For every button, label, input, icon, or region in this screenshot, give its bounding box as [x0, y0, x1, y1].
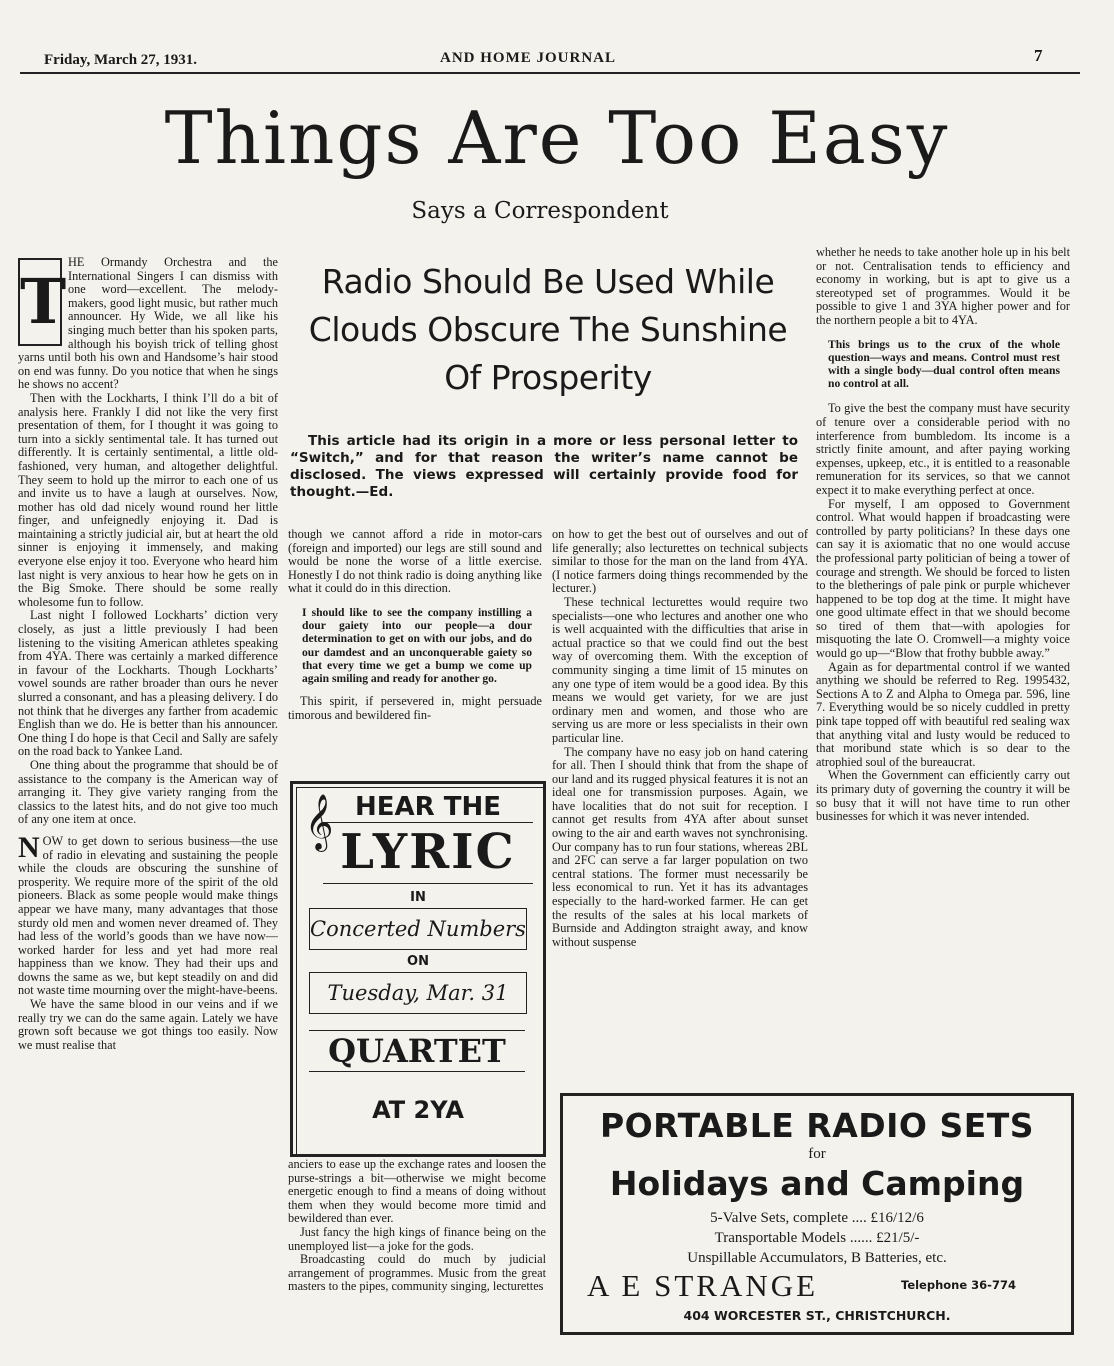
- col1-paragraph-4: One thing about the programme that should be of assistance to the company is the American way of arranging it. They give variety ranging from the classics to the latest hits, and do not give too much of any one item at once.: [18, 757, 278, 827]
- headline-line-2: Clouds Obscure The Sunshine: [308, 310, 788, 349]
- col2-paragraph-3: anciers to ease up the exchange rates and loosen the purse-strings a bit—otherwise we might become energetic enough to find a means of doing without them when they would become more timid and bewildered than ever.: [288, 1158, 546, 1226]
- ad-quartet: QUARTET: [309, 1030, 525, 1072]
- col2-pull-quote: I should like to see the company instilling a dour gaiety into our people—a dour determination to get on with our jobs, and do our damdest and an unconquerable gaiety so that every time we get a bump we come up again smiling and ready for another go.: [302, 605, 532, 685]
- radio-ad-telephone: Telephone 36-774: [901, 1278, 1016, 1292]
- journal-name: AND HOME JOURNAL: [440, 50, 616, 66]
- col2-paragraph-2: This spirit, if persevered in, might persuade timorous and bewildered fin-: [288, 694, 542, 722]
- col4-paragraph-5: When the Government can efficiently carry out its primary duty of governing the country it will be so busy that it will not have time to run other businesses for which it was never intended.: [816, 768, 1070, 824]
- ad-at-2ya: AT 2YA: [372, 1096, 464, 1124]
- column-2-top: [288, 528, 542, 783]
- col1-paragraph-6: We have the same blood in our veins and if we really try we can do the same again. Lately we have grown soft because we got things too easily. Now we must realise that: [18, 997, 278, 1052]
- radio-ad-address: 404 WORCESTER ST., CHRISTCHURCH.: [683, 1308, 951, 1323]
- radio-ad-company: A E STRANGE: [587, 1268, 819, 1303]
- col4-pull-quote: This brings us to the crux of the whole question—ways and means. Control must rest with a single body—dual control often means no control at all.: [828, 337, 1060, 391]
- col2-paragraph-1: though we cannot afford a ride in motor-cars (foreign and imported) our legs are still sound and would be none the worse of a little exercise. Honestly I do not think radio is doing anything like what it could do in this direction.: [288, 528, 542, 596]
- col4-paragraph-4: Again as for departmental control if we wanted anything we should be referred to Reg. 1995432, Sections A to Z and Alpha to Omega par. 596, line 7. Everything would be so nicely cuddled in pretty pink tape topped off with beautiful red sealing wax that anything vital and lusty would be reduced to that moribund state which is so dear to the atrophied soul of the bureaucrat.: [816, 659, 1070, 769]
- headline-line-3: Of Prosperity: [444, 358, 652, 397]
- col3-paragraph-3: The company have no easy job on hand catering for all. Then I should think that from the shape of our land and its rugged physical features it is not an ideal one for transmission purposes. Again, we have localities that do not suit for reception. I cannot get results from 4YA after about sunset owing to the air and earth waves not synchronising. Our company has to run four stations, whereas 2BL and 2FC can serve a far larger population on two central stations. The former must necessarily be less economical to run. Yet it has its advantages especially to the hard-worked farmer. He can get the results of the sales at his local markets of Burnside and Addington straight away, and know without suspense: [552, 744, 808, 949]
- main-title: Things Are Too Easy: [164, 96, 950, 180]
- column-4: [816, 246, 1070, 1082]
- column-2-bottom: [288, 1158, 546, 1338]
- radio-ad-item-1: 5-Valve Sets, complete .... £16/12/6: [710, 1210, 924, 1226]
- col2-paragraph-5: Broadcasting could do much by judicial arrangement of programmes. Music from the great masters to the pipes, community singing, lecturettes: [288, 1252, 546, 1294]
- portable-radio-ad: [560, 1093, 1074, 1335]
- col4-paragraph-1: whether he needs to take another hole up in his belt or not. Centralisation tends to efficiency and economy in working, but is apt to give us a stereotyped set of programmes. Would it be possible to give 1 and 3YA higher power and for the northern people a bit to 4YA.: [816, 246, 1070, 327]
- col1-paragraph-3: Last night I followed Lockharts’ diction very closely, as just a little previously I had been listening to the visiting American athletes speaking from 4YA. There was certainly a marked difference in favour of the Lockharts. Though Lockharts’ vowel sounds are rather broader than ours he never slurred a consonant, and has a pleasing delivery. I do not think that he diverges any farther from academic English than we do. He is better than his announcer. One thing I do hope is that Cecil and Sally are safely on the road back to Yankee Land.: [18, 608, 278, 759]
- issue-date: Friday, March 27, 1931.: [44, 52, 198, 68]
- editor-note: This article had its origin in a more or less personal letter to “Switch,” and for that reason the writer’s name cannot be disclosed. The views expressed will certainly provide food for thought.—Ed.: [290, 433, 798, 500]
- drop-cap-n: N: [18, 830, 40, 864]
- ad-date: Tuesday, Mar. 31: [309, 972, 527, 1014]
- article-headline: [286, 258, 810, 402]
- treble-clef-icon: 𝄞: [305, 794, 334, 850]
- col1-paragraph-2: Then with the Lockharts, I think I’ll do a bit of analysis here. Frankly I did not like the very first presentation of them, for I thought it was going to turn into a sickly sentimental tale. It has turned out differently. It is certainly sentimental, a little old-fashioned, very human, and altogether delightful. They seem to hold up the mirror to each one of us and invite us to have a laugh at ourselves. Now, mother has old dad nicely wound round her little finger, and unfeignedly enjoying it. Dad is maintaining a strictly judicial air, but at heart the old sinner is enjoying it immensely, and making everyone else enjoy it too. Everyone who heard him last night is very anxious to hear how he gets on in the Big Smoke. There should be some really wholesome fun to follow.: [18, 390, 278, 609]
- column-1: [18, 256, 278, 1336]
- column-3: [552, 528, 808, 1084]
- col1-paragraph-5-text: OW to get down to serious business—the use of radio in elevating and sustaining the people while the clouds are obscuring the sunshine of prosperity. We require more of the spirit of the old pioneers. Black as some people would make things appear we have many, many advantages that those sturdy old men and women never dreamed of. They had less of the world’s goods than we have now—worked harder for less and yet had more real happiness than we know. They had their ups and downs the same as we, but kept steadily on and did not waste time mourning over the might-have-beens.: [18, 833, 278, 998]
- col1-paragraph-5: [18, 830, 278, 998]
- col4-paragraph-2: To give the best the company must have security of tenure over a considerable period with no interference from bumbledom. Its income is a strictly finite amount, and after paying working expenses, upkeep, etc., it is entitled to a reasonable remuneration for its services, so that we cannot expect it to make everything perfect at once.: [816, 401, 1070, 497]
- page-number: 7: [1034, 46, 1043, 65]
- col1-paragraph-1: HE Ormandy Orchestra and the International Singers I can dismiss with one word—excellent. The melody-makers, good light music, but rather much announcer. Hy Wide, we all like his singing much better than his spoken parts, although his boyish trick of telling ghost yarns until both his own and Handsome’s hair stood on end was funny. Do you notice that when he sings he shows no accent?: [18, 256, 278, 392]
- col3-paragraph-2: These technical lecturettes would require two specialists—one who lectures and another one who is well acquainted with the difficulties that arise in actual practice so that we could find out the best way of overcoming them. With the exception of community singing a time limit of 15 minutes on any one type of item would be a good idea. By this means we would get variety, for we are just ordinary men and women, and those who are serving us are more or less specialists in their own particular line.: [552, 594, 808, 745]
- col2-paragraph-4: Just fancy the high kings of finance being on the unemployed list—a joke for the gods.: [288, 1224, 546, 1253]
- subtitle: Says a Correspondent: [411, 198, 669, 224]
- ad-concerted: Concerted Numbers: [309, 908, 527, 950]
- drop-cap-t: T: [18, 258, 62, 346]
- ad-hear-the: HEAR THE: [355, 792, 501, 822]
- masthead-rule: [20, 72, 1080, 74]
- lyric-quartet-ad: [290, 781, 546, 1157]
- radio-ad-title: PORTABLE RADIO SETS: [599, 1106, 1035, 1145]
- col4-paragraph-3: For myself, I am opposed to Government control. What would happen if broadcasting were controlled by party politicians? In these days one can say it is axiomatic that no one would accuse the professional party politician of being a tower of courage and strength. We should be forced to listen to the bletherings of pale pink or purple whichever happened to be top dog at the time. It might have one good ultimate effect in that we should become so tired of them that—with apologies for misquoting the late O. Cromwell—a mighty voice would go up—“Blow that frothy bubble away.”: [816, 496, 1070, 661]
- col3-paragraph-1: on how to get the best out of ourselves and out of life generally; also lecturettes on technical subjects similar to those for the man on the land from 4YA. (I notice farmers doing things recommended by the lecturer.): [552, 528, 808, 596]
- ad-on: ON: [407, 954, 429, 969]
- radio-ad-item-2: Transportable Models ...... £21/5/-: [714, 1230, 920, 1246]
- ad-in: IN: [410, 890, 426, 905]
- ad-lyric: LYRIC: [340, 824, 516, 880]
- headline-line-1: Radio Should Be Used While: [321, 262, 775, 301]
- radio-ad-item-3: Unspillable Accumulators, B Batteries, etc.: [687, 1250, 947, 1266]
- radio-ad-for: for: [808, 1146, 826, 1162]
- radio-ad-holidays: Holidays and Camping: [609, 1164, 1025, 1203]
